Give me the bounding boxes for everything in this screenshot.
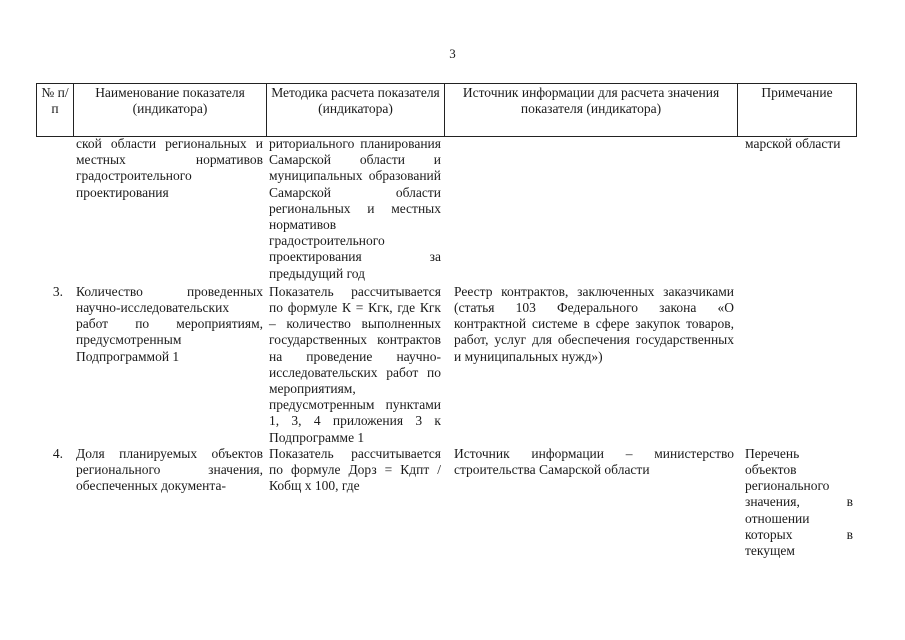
indicator-name: ской области региональных и местных нормативов градостроительного проектирования bbox=[76, 136, 263, 200]
header-name-column: Наименование показателя (индикатора) bbox=[74, 84, 267, 137]
information-source: Реестр контрактов, заключенных заказчиками (статья 103 Федерального закона «О контрактной системе в сфере закупок товаров, работ, услуг для обеспечения государственных и муниципальных нужд») bbox=[454, 283, 734, 364]
table-row bbox=[36, 284, 856, 446]
table-row bbox=[36, 136, 856, 282]
table-header bbox=[36, 83, 857, 137]
information-source: Источник информации – министерство строительства Самарской области bbox=[454, 445, 734, 478]
header-source-column: Источник информации для расчета значения показателя (индикатора) bbox=[445, 84, 738, 137]
table-body bbox=[36, 136, 856, 559]
header-number-column: № п/п bbox=[37, 84, 74, 137]
header-note-column: Примечание bbox=[738, 84, 857, 137]
calculation-method: Показатель рассчитывается по формуле Дорз = Кдпт / Кобщ х 100, где bbox=[269, 445, 441, 494]
row-number: 4. bbox=[52, 445, 63, 461]
indicator-name: Количество проведенных научно-исследовательских работ по мероприятиям, предусмотренным Подпрограммой 1 bbox=[76, 283, 263, 364]
header-method-column: Методика расчета показателя (индикатора) bbox=[267, 84, 445, 137]
calculation-method: Показатель рассчитывается по формуле К = Кгк, где Кгк – количество выполненных государственных контрактов на проведение научно-исследовательских работ по мероприятиям, предусмотренным пунктами 1, 3, 4 приложения 3 к Подпрограмме 1 bbox=[269, 283, 441, 445]
note: Перечень объектов регионального значения, в отношении которых в текущем bbox=[745, 445, 853, 559]
note: марской области bbox=[745, 136, 841, 151]
table-row bbox=[36, 446, 856, 559]
calculation-method: риториального планирования Самарской области и муниципальных образований Самарской области региональных и местных нормативов градостроительного проектирования за предыдущий год bbox=[269, 136, 441, 281]
indicator-name: Доля планируемых объектов регионального значения, обеспеченных документа- bbox=[76, 445, 263, 494]
row-number: 3. bbox=[52, 283, 63, 299]
page-number: 3 bbox=[449, 46, 456, 61]
